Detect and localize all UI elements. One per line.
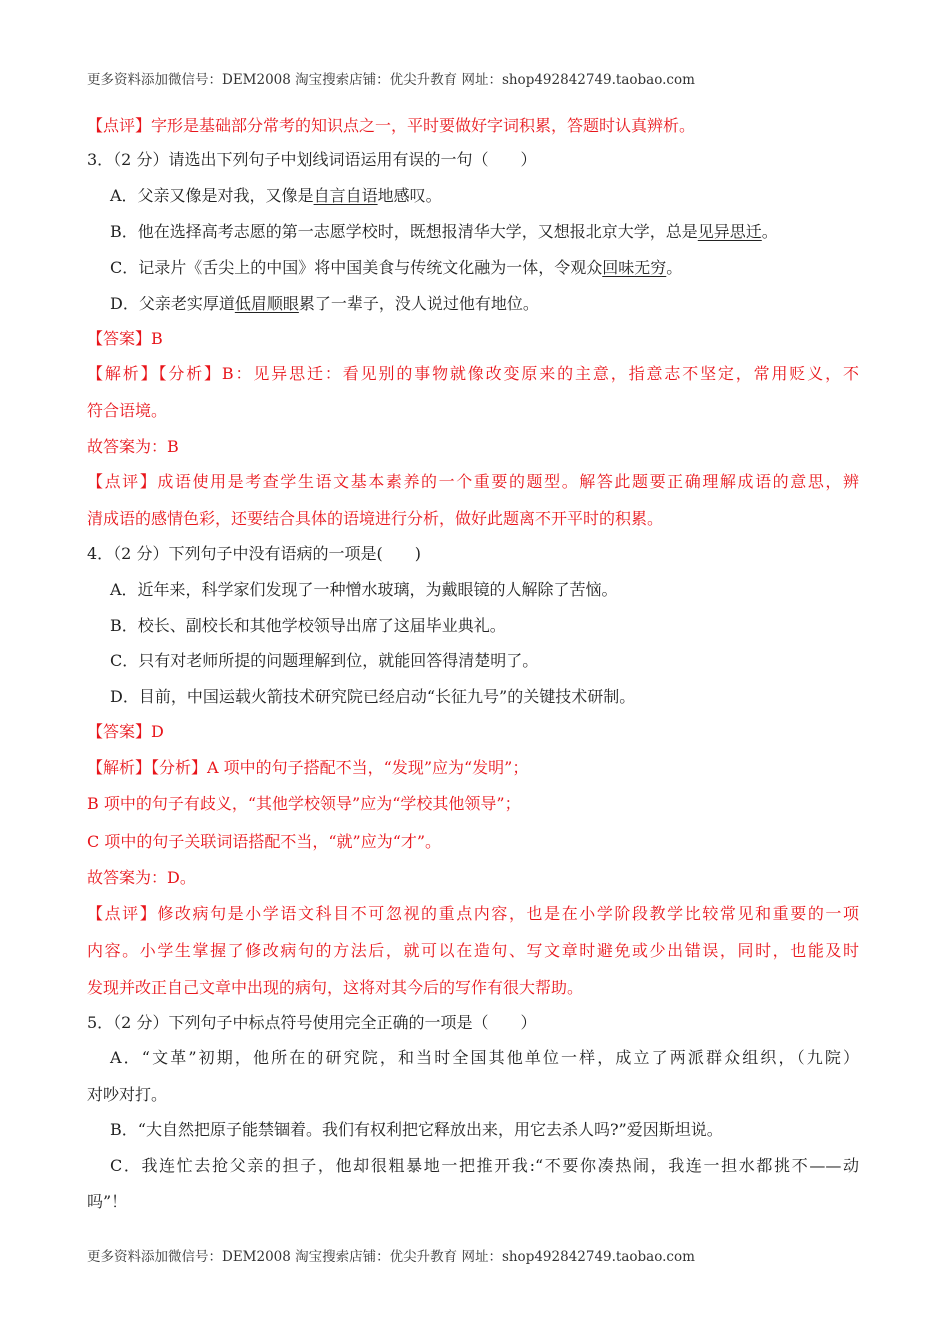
q3-option-c xyxy=(110,258,682,278)
q3-final-answer: 故答案为：B xyxy=(87,437,179,456)
option-text: 。 xyxy=(666,258,683,277)
q3-analysis: 【解析】【分析】B：见异思迁：看见别的事物就像改变原来的主意，指意志不坚定，常用贬义，不 xyxy=(87,364,859,383)
option-text: B．他在选择高考志愿的第一志愿学校时，既想报清华大学，又想报北京大学，总是 xyxy=(110,222,698,241)
q4-option-a: A．近年来，科学家们发现了一种憎水玻璃，为戴眼镜的人解除了苦恼。 xyxy=(110,580,618,599)
underlined-word: 自言自语 xyxy=(313,186,378,205)
q3-comment: 【点评】成语使用是考查学生语文基本素养的一个重要的题型。解答此题要正确理解成语的意思，辨 xyxy=(87,472,859,491)
q4-stem: 4．（2 分）下列句子中没有语病的一项是( ) xyxy=(87,544,421,563)
underlined-word: 回味无穷 xyxy=(602,258,667,277)
option-text: A．父亲又像是对我，又像是 xyxy=(110,186,314,205)
page-header: 更多资料添加微信号：DEM2008 淘宝搜索店铺：优尖升教育 网址：shop492842749.taobao.com xyxy=(87,72,695,88)
q4-comment-cont2: 发现并改正自己文章中出现的病句，这将对其今后的写作有很大帮助。 xyxy=(87,978,584,997)
q4-option-c: C．只有对老师所提的问题理解到位，就能回答得清楚明了。 xyxy=(110,651,539,670)
option-text: D．父亲老实厚道 xyxy=(110,294,235,313)
q3-option-d xyxy=(110,294,539,314)
q4-analysis-c: C 项中的句子关联词语搭配不当，“就”应为“才”。 xyxy=(87,832,442,851)
option-text: 累了一辈子，没人说过他有地位。 xyxy=(298,294,539,313)
q4-analysis: 【解析】【分析】A 项中的句子搭配不当，“发现”应为“发明”； xyxy=(87,758,529,777)
q4-comment: 【点评】修改病句是小学语文科目不可忽视的重点内容，也是在小学阶段教学比较常见和重要的一项 xyxy=(87,904,859,923)
q4-option-d: D．目前，中国运载火箭技术研究院已经启动“长征九号”的关键技术研制。 xyxy=(110,687,636,706)
q5-option-c: C．我连忙去抢父亲的担子，他却很粗暴地一把推开我:“不要你凑热闹，我连一担水都挑不——动 xyxy=(110,1156,859,1175)
q5-option-b: B．“大自然把原子能禁锢着。我们有权利把它释放出来，用它去杀人吗?”爱因斯坦说。 xyxy=(110,1120,723,1139)
underlined-word: 见异思迁 xyxy=(697,222,762,241)
q3-comment-cont: 清成语的感情色彩，还要结合具体的语境进行分析，做好此题离不开平时的积累。 xyxy=(87,509,664,528)
q2-comment: 【点评】字形是基础部分常考的知识点之一，平时要做好字词积累，答题时认真辨析。 xyxy=(87,116,696,135)
q4-option-b: B．校长、副校长和其他学校领导出席了这届毕业典礼。 xyxy=(110,616,506,635)
option-text: C．记录片《舌尖上的中国》将中国美食与传统文化融为一体，令观众 xyxy=(110,258,603,277)
q5-option-c-cont: 吗”！ xyxy=(87,1192,128,1211)
q4-analysis-b: B 项中的句子有歧义，“其他学校领导”应为“学校其他领导”； xyxy=(87,794,521,813)
q3-analysis-cont: 符合语境。 xyxy=(87,401,168,420)
q5-option-a: A．“文革”初期，他所在的研究院，和当时全国其他单位一样，成立了两派群众组织，（九院） xyxy=(110,1048,859,1067)
page-footer: 更多资料添加微信号：DEM2008 淘宝搜索店铺：优尖升教育 网址：shop492842749.taobao.com xyxy=(87,1249,695,1265)
q3-option-a xyxy=(110,186,442,206)
option-text: 地感叹。 xyxy=(377,186,442,205)
q4-answer: 【答案】D xyxy=(87,722,164,741)
q3-stem: 3．（2 分）请选出下列句子中划线词语运用有误的一句（ ） xyxy=(87,150,537,169)
q3-answer: 【答案】B xyxy=(87,329,163,348)
q3-option-b xyxy=(110,222,778,242)
q4-final-answer: 故答案为：D。 xyxy=(87,868,196,887)
q5-option-a-cont: 对吵对打。 xyxy=(87,1085,168,1104)
q5-stem: 5．（2 分）下列句子中标点符号使用完全正确的一项是（ ） xyxy=(87,1013,537,1032)
q4-comment-cont: 内容。小学生掌握了修改病句的方法后，就可以在造句、写文章时避免或少出错误，同时，也能及时 xyxy=(87,941,859,960)
underlined-word: 低眉顺眼 xyxy=(234,294,299,313)
option-text: 。 xyxy=(761,222,778,241)
